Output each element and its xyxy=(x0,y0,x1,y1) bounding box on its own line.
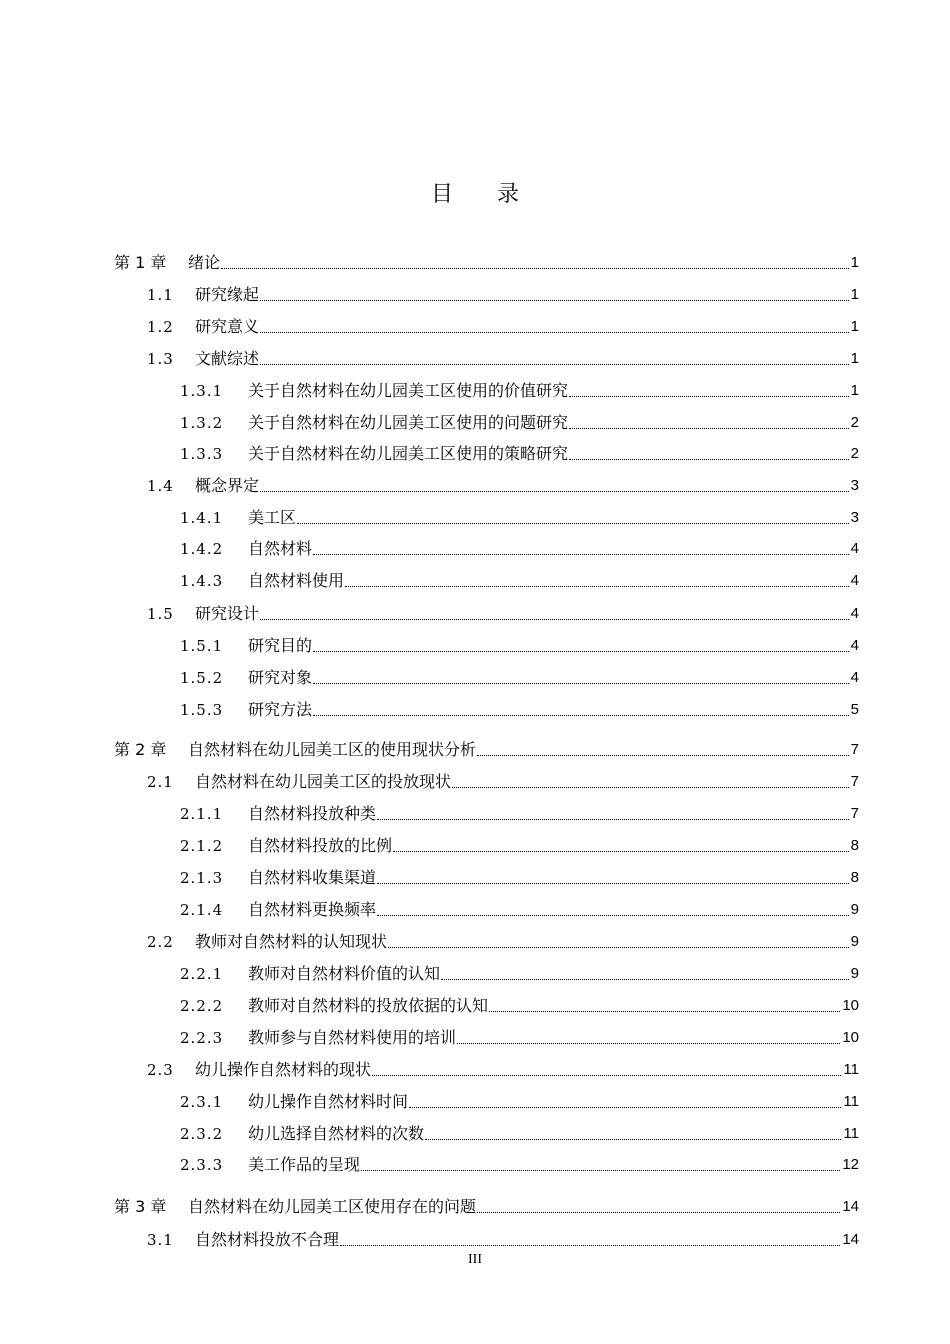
toc-entry-number: 1.3.3 xyxy=(180,445,224,463)
toc-entry[interactable] xyxy=(114,1195,859,1219)
toc-entry-number: 1.3.2 xyxy=(180,414,224,432)
toc-entry-title: 自然材料更换频率 xyxy=(248,900,377,919)
toc-dot-leader xyxy=(260,490,849,492)
toc-entry-page: 5 xyxy=(850,701,859,718)
toc-entry-page: 9 xyxy=(850,901,859,918)
toc-entry[interactable] xyxy=(180,866,859,890)
toc-entry-page: 4 xyxy=(850,669,859,686)
toc-dot-leader xyxy=(377,914,849,916)
toc-entry-page: 14 xyxy=(842,1198,859,1215)
toc-entry-number: 1.5.2 xyxy=(180,669,224,687)
toc-entry[interactable] xyxy=(114,251,859,275)
toc-entry-page: 4 xyxy=(850,572,859,589)
toc-entry-number: 2.3.3 xyxy=(180,1156,224,1174)
toc-dot-leader xyxy=(569,427,849,429)
toc-entry[interactable] xyxy=(147,474,859,498)
toc-entry-number: 1.4 xyxy=(147,477,174,495)
page-number-footer: III xyxy=(468,1252,482,1267)
toc-dot-leader xyxy=(388,946,849,948)
toc-entry-page: 14 xyxy=(842,1231,859,1248)
toc-entry-number: 1.5 xyxy=(147,605,174,623)
toc-dot-leader xyxy=(340,1244,840,1246)
toc-entry-title: 美工区 xyxy=(248,508,297,527)
toc-entry[interactable] xyxy=(147,1228,859,1252)
toc-dot-leader xyxy=(441,978,849,980)
toc-dot-leader xyxy=(489,1010,840,1012)
toc-entry-page: 7 xyxy=(850,741,859,758)
toc-entry-number: 2.1.3 xyxy=(180,869,224,887)
toc-dot-leader xyxy=(393,850,849,852)
toc-entry-number: 第 1 章 xyxy=(114,253,167,272)
toc-dot-leader xyxy=(372,1074,841,1076)
toc-entry-title: 自然材料在幼儿园美工区使用存在的问题 xyxy=(188,1197,477,1216)
toc-dot-leader xyxy=(260,363,849,365)
toc-dot-leader xyxy=(569,395,849,397)
toc-entry-title: 关于自然材料在幼儿园美工区使用的问题研究 xyxy=(248,413,569,432)
toc-entry-page: 9 xyxy=(850,933,859,950)
toc-entry-page: 4 xyxy=(850,540,859,557)
toc-entry-page: 12 xyxy=(842,1156,859,1173)
toc-entry-page: 1 xyxy=(850,350,859,367)
toc-entry-number: 2.1.2 xyxy=(180,837,224,855)
toc-entry-page: 11 xyxy=(843,1093,859,1110)
toc-entry-title: 绪论 xyxy=(188,253,221,272)
toc-entry-title: 研究缘起 xyxy=(195,285,260,304)
toc-entry[interactable] xyxy=(180,1090,859,1114)
toc-entry-number: 2.1.1 xyxy=(180,805,224,823)
toc-entry-page: 2 xyxy=(850,414,859,431)
toc-entry-number: 2.3.1 xyxy=(180,1093,224,1111)
toc-entry[interactable] xyxy=(180,1153,859,1177)
toc-entry-title: 关于自然材料在幼儿园美工区使用的价值研究 xyxy=(248,381,569,400)
page-title: 目录 xyxy=(430,182,563,207)
toc-entry-page: 3 xyxy=(850,509,859,526)
toc-entry-number: 2.1 xyxy=(147,773,174,791)
toc-entry[interactable] xyxy=(180,802,859,826)
toc-entry-number: 2.2.1 xyxy=(180,965,224,983)
toc-entry-title: 关于自然材料在幼儿园美工区使用的策略研究 xyxy=(248,444,569,463)
toc-entry-page: 3 xyxy=(850,477,859,494)
toc-entry-page: 8 xyxy=(850,869,859,886)
toc-entry-page: 4 xyxy=(850,637,859,654)
toc-entry-title: 教师对自然材料的认知现状 xyxy=(195,932,388,951)
toc-entry[interactable] xyxy=(180,379,859,403)
toc-dot-leader xyxy=(361,1169,840,1171)
toc-entry-title: 幼儿操作自然材料时间 xyxy=(248,1092,409,1111)
toc-entry[interactable] xyxy=(180,898,859,922)
toc-entry[interactable] xyxy=(147,930,859,954)
toc-entry-title: 自然材料在幼儿园美工区的投放现状 xyxy=(195,772,452,791)
toc-entry-page: 1 xyxy=(850,318,859,335)
toc-entry-number: 2.2 xyxy=(147,933,174,951)
toc-entry-number: 1.3.1 xyxy=(180,382,224,400)
toc-entry-title: 幼儿选择自然材料的次数 xyxy=(248,1124,425,1143)
toc-dot-leader xyxy=(297,522,849,524)
toc-entry[interactable] xyxy=(147,770,859,794)
toc-entry[interactable] xyxy=(147,602,859,626)
toc-dot-leader xyxy=(313,650,849,652)
toc-entry[interactable] xyxy=(180,506,859,530)
toc-entry-number: 3.1 xyxy=(147,1231,174,1249)
toc-entry[interactable] xyxy=(147,1058,859,1082)
toc-entry-number: 第 2 章 xyxy=(114,740,167,759)
toc-entry-number: 1.4.3 xyxy=(180,572,224,590)
toc-entry-title: 概念界定 xyxy=(195,476,260,495)
toc-dot-leader xyxy=(452,786,849,788)
toc-entry-title: 幼儿操作自然材料的现状 xyxy=(195,1060,372,1079)
toc-entry-page: 1 xyxy=(850,254,859,271)
toc-entry-title: 自然材料投放种类 xyxy=(248,804,377,823)
toc-entry-title: 教师参与自然材料使用的培训 xyxy=(248,1028,457,1047)
toc-entry-number: 2.1.4 xyxy=(180,901,224,919)
toc-entry-page: 4 xyxy=(850,605,859,622)
toc-entry[interactable] xyxy=(147,283,859,307)
toc-dot-leader xyxy=(377,882,849,884)
toc-entry-page: 11 xyxy=(843,1061,859,1078)
toc-entry[interactable] xyxy=(180,411,859,435)
toc-entry-number: 2.2.3 xyxy=(180,1029,224,1047)
toc-entry[interactable] xyxy=(114,738,859,762)
toc-entry-title: 教师对自然材料价值的认知 xyxy=(248,964,441,983)
toc-entry-number: 2.3 xyxy=(147,1061,174,1079)
toc-entry-title: 研究目的 xyxy=(248,636,313,655)
toc-dot-leader xyxy=(260,299,849,301)
toc-entry-title: 自然材料使用 xyxy=(248,571,345,590)
toc-dot-leader xyxy=(409,1106,841,1108)
toc-entry-page: 1 xyxy=(850,382,859,399)
toc-entry-title: 研究设计 xyxy=(195,604,260,623)
toc-entry-number: 2.2.2 xyxy=(180,997,224,1015)
toc-entry-title: 研究对象 xyxy=(248,668,313,687)
toc-entry[interactable] xyxy=(180,1026,859,1050)
toc-entry-page: 7 xyxy=(850,773,859,790)
toc-entry-number: 1.1 xyxy=(147,286,174,304)
toc-entry[interactable] xyxy=(180,698,859,722)
toc-entry[interactable] xyxy=(147,347,859,371)
toc-entry-page: 7 xyxy=(850,805,859,822)
toc-entry-page: 9 xyxy=(850,965,859,982)
toc-dot-leader xyxy=(313,682,849,684)
toc-dot-leader xyxy=(313,553,849,555)
toc-entry-number: 1.2 xyxy=(147,318,174,336)
toc-entry[interactable] xyxy=(180,962,859,986)
toc-dot-leader xyxy=(221,267,849,269)
toc-entry-title: 教师对自然材料的投放依据的认知 xyxy=(248,996,489,1015)
toc-dot-leader xyxy=(345,585,849,587)
toc-entry-page: 1 xyxy=(850,286,859,303)
toc-entry[interactable] xyxy=(180,634,859,658)
toc-entry[interactable] xyxy=(180,442,859,466)
toc-entry-page: 8 xyxy=(850,837,859,854)
toc-dot-leader xyxy=(477,754,849,756)
toc-dot-leader xyxy=(260,618,849,620)
toc-dot-leader xyxy=(569,458,849,460)
toc-entry-page: 10 xyxy=(842,1029,859,1046)
toc-dot-leader xyxy=(313,714,849,716)
toc-entry-page: 2 xyxy=(850,445,859,462)
toc-entry-number: 1.4.1 xyxy=(180,509,224,527)
toc-entry-title: 自然材料投放的比例 xyxy=(248,836,393,855)
toc-entry[interactable] xyxy=(180,537,859,561)
toc-entry-title: 研究意义 xyxy=(195,317,260,336)
toc-entry-number: 1.4.2 xyxy=(180,540,224,558)
toc-dot-leader xyxy=(377,818,849,820)
toc-dot-leader xyxy=(260,331,849,333)
toc-entry-number: 第 3 章 xyxy=(114,1197,167,1216)
toc-entry[interactable] xyxy=(180,834,859,858)
toc-dot-leader xyxy=(477,1211,840,1213)
toc-entry[interactable] xyxy=(180,994,859,1018)
toc-dot-leader xyxy=(457,1042,840,1044)
toc-entry[interactable] xyxy=(180,1122,859,1146)
toc-entry[interactable] xyxy=(180,666,859,690)
toc-entry[interactable] xyxy=(180,569,859,593)
toc-entry-number: 1.5.3 xyxy=(180,701,224,719)
toc-entry-title: 美工作品的呈现 xyxy=(248,1155,361,1174)
toc-entry-title: 自然材料在幼儿园美工区的使用现状分析 xyxy=(188,740,477,759)
toc-entry-title: 研究方法 xyxy=(248,700,313,719)
toc-entry[interactable] xyxy=(147,315,859,339)
toc-entry-title: 自然材料收集渠道 xyxy=(248,868,377,887)
toc-entry-number: 1.5.1 xyxy=(180,637,224,655)
toc-entry-number: 1.3 xyxy=(147,350,174,368)
toc-entry-title: 自然材料投放不合理 xyxy=(195,1230,340,1249)
toc-entry-number: 2.3.2 xyxy=(180,1125,224,1143)
toc-entry-page: 10 xyxy=(842,997,859,1014)
toc-entry-page: 11 xyxy=(843,1125,859,1142)
toc-entry-title: 文献综述 xyxy=(195,349,260,368)
toc-entry-title: 自然材料 xyxy=(248,539,313,558)
toc-dot-leader xyxy=(425,1138,841,1140)
